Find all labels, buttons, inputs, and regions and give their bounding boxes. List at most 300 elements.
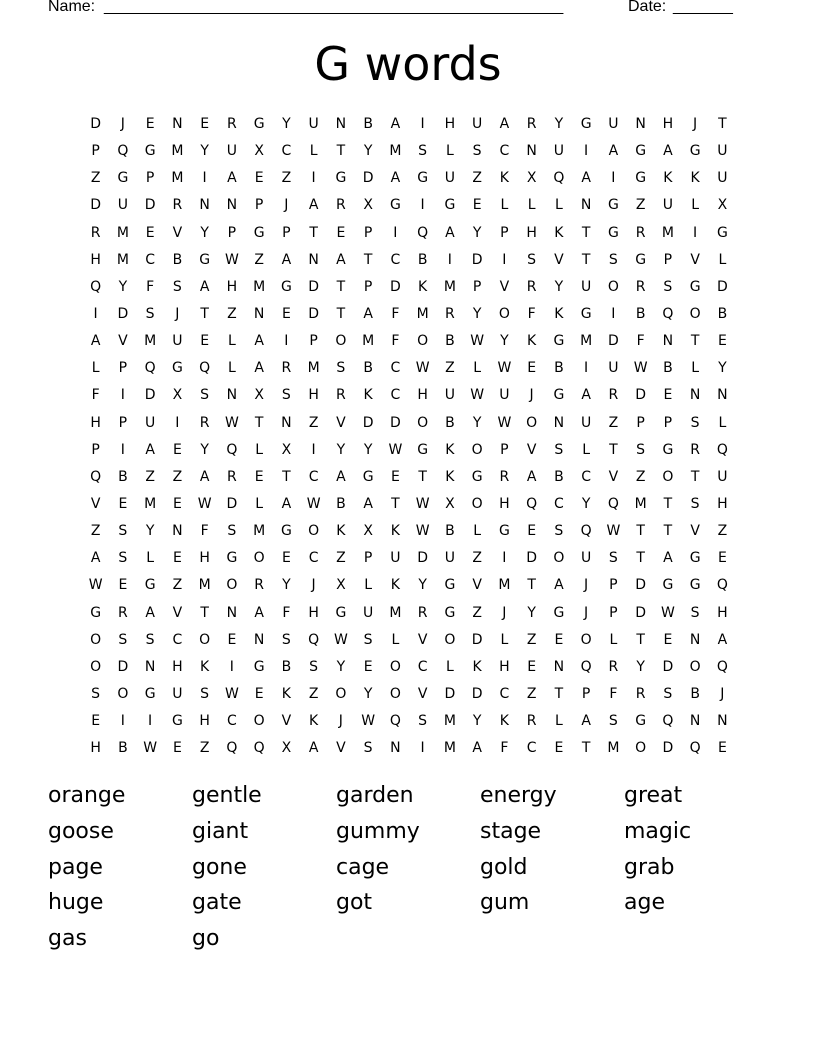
- grid-cell: E: [281, 550, 291, 567]
- grid-cell: U: [390, 550, 401, 567]
- grid-cell: Z: [281, 170, 292, 187]
- grid-cell: K: [200, 658, 210, 675]
- grid-cell: I: [420, 740, 425, 757]
- grid-cell: S: [145, 305, 155, 322]
- grid-cell: G: [144, 577, 156, 594]
- grid-cell: B: [445, 523, 455, 540]
- grid-cell: S: [418, 713, 428, 730]
- grid-cell: I: [148, 713, 153, 730]
- grid-cell: E: [336, 224, 346, 241]
- grid-cell: F: [391, 305, 400, 322]
- grid-cell: K: [445, 441, 455, 458]
- grid-cell: X: [526, 170, 537, 187]
- grid-cell: L: [554, 713, 563, 730]
- word-row: [48, 815, 768, 851]
- grid-cell: X: [445, 495, 455, 512]
- grid-cell: U: [717, 143, 728, 160]
- grid-cell: X: [281, 740, 292, 757]
- grid-cell: S: [690, 604, 700, 621]
- grid-cell: F: [609, 685, 618, 702]
- grid-cell: E: [717, 550, 727, 567]
- grid-cell: I: [311, 170, 316, 187]
- grid-cell: A: [254, 360, 264, 377]
- grid-cell: E: [554, 631, 564, 648]
- grid-cell: S: [608, 713, 618, 730]
- grid-cell: W: [361, 713, 376, 730]
- grid-cell: B: [690, 685, 700, 702]
- grid-cell: C: [526, 740, 537, 757]
- grid-row: [82, 247, 742, 274]
- word-gold: gold: [480, 854, 528, 880]
- grid-cell: U: [608, 116, 619, 132]
- word-cage: cage: [336, 854, 390, 880]
- grid-cell: X: [363, 523, 373, 540]
- grid-cell: G: [635, 143, 647, 160]
- grid-cell: C: [417, 658, 428, 675]
- grid-cell: G: [171, 360, 183, 377]
- grid-cell: I: [229, 658, 234, 675]
- grid-cell: C: [553, 495, 564, 512]
- grid-cell: H: [308, 387, 319, 404]
- grid-cell: P: [363, 224, 373, 241]
- grid-cell: O: [526, 414, 538, 431]
- grid-cell: H: [172, 658, 183, 675]
- grid-cell: L: [718, 251, 727, 268]
- grid-cell: P: [227, 224, 237, 241]
- grid-cell: K: [309, 713, 319, 730]
- grid-cell: X: [336, 577, 346, 594]
- grid-cell: R: [118, 604, 128, 621]
- grid-cell: M: [362, 333, 375, 350]
- grid-cell: G: [553, 604, 565, 621]
- grid-cell: S: [309, 658, 319, 675]
- grid-cell: R: [199, 414, 210, 431]
- grid-cell: S: [636, 441, 646, 458]
- grid-cell: M: [389, 143, 402, 160]
- grid-cell: O: [498, 305, 510, 322]
- grid-cell: U: [717, 170, 728, 187]
- grid-cell: S: [281, 631, 291, 648]
- grid-cell: M: [498, 577, 511, 594]
- grid-row: [82, 274, 742, 301]
- grid-cell: A: [363, 495, 373, 512]
- grid-cell: A: [663, 550, 673, 567]
- grid-cell: W: [606, 523, 621, 540]
- grid-cell: B: [445, 414, 455, 431]
- grid-cell: T: [663, 495, 673, 512]
- grid-cell: H: [526, 224, 537, 241]
- grid-cell: G: [253, 224, 265, 241]
- grid-cell: L: [500, 197, 509, 214]
- grid-cell: U: [145, 414, 156, 431]
- grid-cell: W: [224, 414, 239, 431]
- grid-cell: Q: [526, 495, 538, 512]
- grid-cell: L: [309, 143, 318, 160]
- grid-cell: T: [200, 604, 209, 621]
- grid-cell: M: [144, 495, 157, 512]
- grid-cell: O: [417, 414, 429, 431]
- grid-cell: M: [116, 251, 129, 268]
- grid-cell: X: [363, 197, 373, 214]
- grid-cell: E: [663, 631, 673, 648]
- word-great: great: [624, 783, 683, 808]
- grid-cell: U: [662, 197, 673, 214]
- grid-cell: D: [662, 740, 674, 757]
- grid-cell: N: [635, 116, 646, 132]
- grid-cell: P: [91, 441, 100, 458]
- grid-cell: F: [636, 333, 645, 350]
- grid-cell: G: [335, 170, 347, 187]
- grid-cell: L: [227, 333, 236, 350]
- grid-cell: P: [118, 414, 128, 431]
- grid-cell: T: [609, 441, 618, 458]
- grid-row: [82, 138, 742, 165]
- grid-cell: Q: [580, 523, 592, 540]
- grid-cell: P: [500, 441, 509, 458]
- grid-cell: L: [227, 360, 236, 377]
- grid-cell: J: [529, 387, 534, 404]
- grid-cell: W: [470, 387, 485, 404]
- grid-cell: G: [335, 604, 347, 621]
- grid-cell: B: [663, 360, 673, 377]
- grid-cell: T: [282, 468, 291, 485]
- grid-cell: I: [120, 441, 125, 458]
- grid-cell: A: [90, 333, 101, 350]
- grid-cell: L: [609, 631, 618, 648]
- grid-cell: F: [527, 305, 536, 322]
- grid-cell: H: [90, 251, 101, 268]
- grid-cell: K: [390, 577, 400, 594]
- grid-cell: N: [553, 658, 565, 675]
- grid-cell: S: [118, 631, 128, 648]
- grid-cell: Y: [636, 658, 645, 675]
- grid-cell: Q: [199, 360, 211, 377]
- grid-cell: P: [609, 577, 618, 594]
- grid-cell: W: [197, 495, 212, 512]
- grid-cell: H: [90, 414, 101, 431]
- grid-row: [82, 220, 742, 247]
- grid-cell: R: [281, 360, 292, 377]
- grid-cell: G: [689, 550, 701, 567]
- grid-cell: Q: [553, 170, 565, 187]
- grid-cell: V: [172, 604, 183, 621]
- grid-cell: W: [415, 495, 430, 512]
- grid-cell: D: [117, 305, 129, 322]
- grid-cell: E: [254, 170, 264, 187]
- grid-cell: S: [363, 740, 373, 757]
- grid-cell: A: [472, 740, 482, 757]
- grid-cell: Z: [336, 550, 346, 567]
- grid-cell: P: [636, 414, 645, 431]
- grid-cell: R: [499, 468, 510, 485]
- grid-row: [82, 165, 742, 192]
- grid-cell: A: [363, 305, 373, 322]
- grid-cell: E: [172, 495, 182, 512]
- grid-cell: I: [584, 143, 589, 160]
- grid-cell: A: [390, 116, 401, 132]
- grid-cell: I: [693, 224, 698, 241]
- grid-cell: E: [91, 713, 101, 730]
- grid-cell: D: [90, 197, 102, 214]
- grid-cell: B: [635, 305, 646, 322]
- grid-cell: Q: [716, 658, 728, 675]
- grid-cell: E: [200, 333, 210, 350]
- grid-cell: E: [118, 495, 128, 512]
- grid-cell: J: [502, 604, 507, 621]
- grid-cell: T: [254, 414, 264, 431]
- grid-cell: Z: [308, 685, 319, 702]
- grid-cell: G: [226, 550, 238, 567]
- grid-cell: G: [689, 143, 701, 160]
- grid-cell: F: [391, 333, 400, 350]
- grid-cell: E: [254, 468, 264, 485]
- grid-cell: Q: [716, 441, 728, 458]
- grid-cell: Y: [118, 278, 128, 295]
- grid-cell: P: [309, 333, 318, 350]
- word-row: [48, 886, 768, 922]
- grid-cell: N: [689, 387, 701, 404]
- grid-cell: E: [527, 658, 537, 675]
- grid-cell: O: [580, 631, 592, 648]
- grid-cell: D: [417, 550, 429, 567]
- grid-cell: Z: [526, 685, 537, 702]
- grid-cell: J: [693, 116, 698, 132]
- grid-cell: W: [306, 495, 321, 512]
- grid-cell: Y: [336, 658, 346, 675]
- grid-cell: T: [581, 224, 591, 241]
- letter-grid: [82, 111, 742, 762]
- grid-cell: J: [338, 713, 343, 730]
- grid-row: [82, 545, 742, 572]
- grid-cell: M: [198, 577, 211, 594]
- name-label: Name:: [48, 0, 96, 15]
- grid-cell: O: [199, 631, 211, 648]
- grid-cell: R: [90, 224, 101, 241]
- grid-cell: H: [226, 278, 238, 295]
- grid-cell: A: [308, 740, 319, 757]
- word-goose: goose: [48, 818, 114, 844]
- grid-cell: Q: [689, 740, 701, 757]
- grid-cell: N: [717, 713, 728, 730]
- grid-cell: S: [690, 414, 700, 431]
- grid-cell: N: [199, 197, 210, 214]
- name-field[interactable]: ______________________________________________________: [104, 0, 563, 15]
- grid-cell: M: [253, 523, 266, 540]
- grid-cell: S: [91, 685, 101, 702]
- grid-cell: R: [635, 224, 646, 241]
- grid-cell: V: [554, 251, 564, 268]
- word-gentle: gentle: [192, 783, 262, 808]
- date-field[interactable]: _______: [673, 0, 733, 15]
- grid-cell: D: [635, 387, 647, 404]
- grid-cell: N: [689, 713, 701, 730]
- grid-cell: A: [199, 278, 210, 295]
- grid-cell: T: [336, 305, 346, 322]
- grid-cell: P: [472, 278, 482, 295]
- grid-cell: D: [716, 278, 728, 295]
- word-row: [48, 851, 768, 887]
- word-magic: magic: [624, 818, 692, 844]
- grid-cell: H: [199, 713, 210, 730]
- grid-cell: F: [91, 387, 100, 404]
- grid-cell: B: [118, 740, 128, 757]
- word-orange: orange: [48, 783, 126, 808]
- grid-cell: C: [390, 360, 401, 377]
- grid-cell: A: [336, 468, 346, 485]
- grid-cell: E: [554, 740, 564, 757]
- grid-cell: A: [390, 170, 401, 187]
- grid-cell: S: [118, 523, 128, 540]
- grid-cell: D: [308, 305, 320, 322]
- grid-cell: G: [280, 523, 292, 540]
- grid-cell: E: [227, 631, 237, 648]
- grid-cell: B: [363, 116, 373, 132]
- grid-cell: Z: [472, 170, 482, 187]
- grid-cell: G: [444, 577, 456, 594]
- grid-cell: Y: [472, 305, 482, 322]
- grid-cell: U: [226, 143, 237, 160]
- grid-cell: C: [281, 143, 292, 160]
- grid-cell: O: [226, 577, 238, 594]
- word-giant: giant: [192, 818, 249, 844]
- grid-cell: A: [145, 441, 155, 458]
- grid-cell: Q: [308, 631, 320, 648]
- grid-cell: O: [662, 468, 674, 485]
- grid-cell: L: [691, 360, 700, 377]
- word-stage: stage: [480, 818, 542, 844]
- grid-cell: Q: [662, 713, 674, 730]
- grid-cell: D: [526, 550, 538, 567]
- grid-cell: Q: [144, 360, 156, 377]
- grid-cell: W: [88, 577, 103, 594]
- grid-row: [82, 491, 742, 518]
- grid-cell: L: [255, 441, 264, 458]
- grid-cell: S: [663, 278, 673, 295]
- grid-cell: S: [227, 523, 237, 540]
- grid-cell: G: [171, 713, 183, 730]
- grid-cell: O: [553, 550, 565, 567]
- grid-cell: U: [444, 170, 455, 187]
- grid-cell: W: [660, 604, 675, 621]
- grid-cell: G: [716, 224, 728, 241]
- grid-cell: O: [117, 685, 129, 702]
- grid-cell: T: [391, 495, 400, 512]
- grid-cell: O: [253, 713, 265, 730]
- grid-cell: P: [609, 604, 618, 621]
- page-title: G words: [314, 37, 502, 91]
- grid-cell: N: [580, 197, 592, 214]
- grid-cell: Q: [226, 441, 238, 458]
- grid-row: [82, 708, 742, 735]
- grid-cell: O: [417, 333, 429, 350]
- grid-cell: N: [335, 116, 347, 132]
- grid-cell: S: [118, 550, 128, 567]
- grid-cell: B: [554, 468, 564, 485]
- grid-cell: Q: [90, 278, 102, 295]
- grid-cell: W: [497, 360, 512, 377]
- grid-cell: Y: [472, 414, 482, 431]
- grid-cell: I: [393, 224, 398, 241]
- grid-cell: T: [663, 523, 673, 540]
- grid-cell: N: [662, 333, 674, 350]
- grid-cell: D: [362, 170, 374, 187]
- grid-cell: A: [199, 468, 210, 485]
- grid-cell: I: [611, 305, 616, 322]
- grid-cell: H: [444, 116, 456, 132]
- grid-cell: V: [336, 414, 346, 431]
- grid-cell: B: [281, 658, 292, 675]
- grid-cell: L: [473, 360, 482, 377]
- grid-cell: E: [145, 224, 155, 241]
- grid-cell: S: [200, 387, 210, 404]
- grid-cell: H: [308, 604, 319, 621]
- grid-cell: Z: [145, 468, 155, 485]
- grid-cell: L: [527, 197, 536, 214]
- grid-cell: B: [172, 251, 183, 268]
- grid-cell: A: [254, 333, 264, 350]
- grid-cell: M: [416, 305, 429, 322]
- grid-cell: G: [635, 713, 647, 730]
- grid-cell: M: [607, 740, 620, 757]
- grid-cell: W: [415, 360, 430, 377]
- grid-cell: G: [253, 116, 265, 132]
- grid-cell: S: [336, 360, 346, 377]
- word-got: got: [336, 890, 373, 916]
- grid-cell: I: [175, 414, 180, 431]
- grid-cell: Z: [172, 468, 183, 485]
- grid-cell: G: [580, 305, 592, 322]
- grid-cell: O: [253, 550, 265, 567]
- grid-cell: R: [336, 387, 346, 404]
- grid-row: [82, 301, 742, 328]
- grid-cell: A: [145, 604, 155, 621]
- grid-cell: Y: [145, 523, 155, 540]
- grid-cell: E: [118, 577, 128, 594]
- grid-cell: Y: [363, 685, 373, 702]
- grid-cell: N: [253, 305, 265, 322]
- grid-cell: X: [281, 441, 292, 458]
- grid-cell: T: [418, 468, 427, 485]
- grid-cell: Z: [526, 631, 537, 648]
- grid-cell: M: [307, 360, 320, 377]
- grid-cell: G: [144, 685, 156, 702]
- grid-cell: R: [608, 658, 619, 675]
- grid-cell: L: [445, 143, 454, 160]
- grid-cell: A: [445, 224, 455, 241]
- grid-cell: I: [120, 387, 125, 404]
- grid-cell: L: [391, 631, 400, 648]
- grid-cell: I: [202, 170, 207, 187]
- grid-cell: L: [691, 197, 700, 214]
- grid-cell: E: [527, 360, 537, 377]
- grid-cell: X: [172, 387, 183, 404]
- grid-cell: N: [253, 631, 265, 648]
- grid-cell: G: [553, 387, 565, 404]
- grid-cell: G: [662, 577, 674, 594]
- grid-cell: Z: [227, 305, 237, 322]
- word-gone: gone: [192, 854, 247, 880]
- grid-cell: J: [120, 116, 125, 132]
- grid-cell: A: [227, 170, 237, 187]
- grid-cell: Y: [554, 116, 564, 132]
- grid-cell: B: [118, 468, 128, 485]
- grid-cell: V: [526, 441, 537, 458]
- grid-cell: I: [584, 360, 589, 377]
- grid-cell: E: [172, 550, 182, 567]
- grid-cell: Y: [200, 143, 209, 160]
- grid-cell: E: [527, 523, 537, 540]
- grid-cell: M: [443, 740, 456, 757]
